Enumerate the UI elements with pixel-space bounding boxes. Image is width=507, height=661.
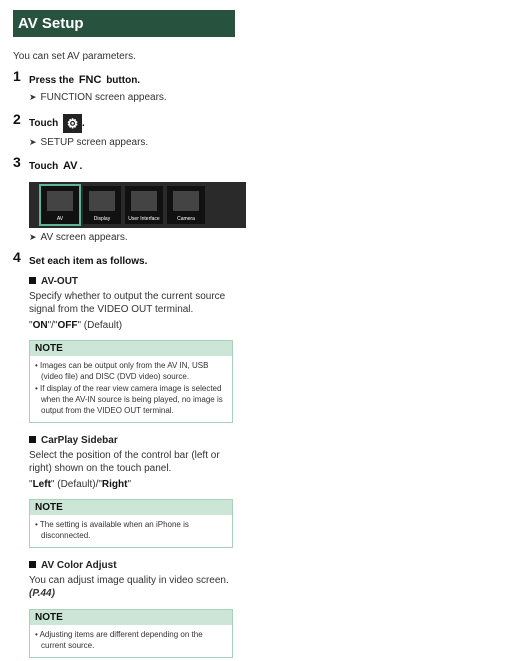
step-number: 3 (13, 153, 21, 170)
note-item: • If display of the rear view camera image is selected when the AV-IN source is being played, no image is output from the VIDEO OUT terminal. (35, 383, 223, 415)
section-options: "Left" (Default)/"Right" (29, 478, 132, 490)
note-item: • Images can be output only from the AV IN, USB (video file) and DISC (DVD video) source. (35, 360, 209, 381)
page-reference-link[interactable]: (P.44) (29, 587, 55, 599)
setup-menu-screenshot (29, 182, 246, 228)
step-1 (13, 70, 235, 103)
note-box (29, 609, 233, 658)
section-title: AV-OUT (29, 276, 235, 287)
note-box (29, 499, 233, 548)
note-box (29, 340, 233, 423)
step-result: ➤ FUNCTION screen appears. (29, 92, 167, 103)
step-instruction: Touch ⚙ . (29, 115, 85, 131)
step-4 (13, 248, 235, 269)
av-key-label: AV (63, 159, 78, 172)
page-title: AV Setup (13, 10, 235, 37)
step-instruction: Press the FNC button. (29, 74, 141, 86)
camera-tile-icon (173, 191, 199, 211)
menu-tile-display[interactable]: Display (83, 186, 121, 224)
menu-tile-user-interface[interactable]: User Interface (125, 186, 163, 224)
display-tile-icon (89, 191, 115, 211)
arrow-icon: ➤ (29, 231, 37, 242)
section-desc: Select the position of the control bar (left or right) shown on the touch panel. (29, 449, 220, 474)
step-result: ➤ AV screen appears. (29, 231, 128, 243)
arrow-icon: ➤ (29, 92, 37, 102)
note-body (30, 356, 232, 422)
note-title: NOTE (30, 500, 232, 515)
fnc-key-label: FNC (78, 74, 102, 86)
section-desc: You can adjust image quality in video screen. (P.44) (29, 574, 229, 599)
step-instruction: Set each item as follows. (29, 255, 148, 267)
note-item: • The setting is available when an iPhone is disconnected. (35, 519, 189, 540)
arrow-icon: ➤ (29, 136, 37, 147)
step-2 (13, 113, 235, 148)
section-title: AV Color Adjust (29, 560, 235, 571)
step-number: 1 (13, 68, 21, 84)
square-bullet-icon (29, 561, 36, 568)
step-result: ➤ SETUP screen appears. (29, 136, 149, 148)
note-body (30, 515, 232, 547)
av-tile-icon (47, 191, 73, 211)
square-bullet-icon (29, 436, 36, 443)
section-options: "ON"/"OFF" (Default) (29, 319, 123, 331)
step-number: 4 (13, 248, 21, 265)
note-title: NOTE (30, 341, 232, 356)
gear-icon: ⚙ (63, 114, 82, 133)
menu-tile-av[interactable]: AV (41, 186, 79, 224)
note-item: • Adjusting items are different depending on the current source. (35, 629, 203, 650)
step-instruction: Touch AV . (29, 159, 83, 172)
section-title: CarPlay Sidebar (29, 435, 235, 446)
step-3 (13, 153, 235, 174)
step-number: 2 (13, 111, 21, 127)
user-interface-tile-icon (131, 191, 157, 211)
menu-tile-camera[interactable]: Camera (167, 186, 205, 224)
note-title: NOTE (30, 610, 232, 625)
square-bullet-icon (29, 277, 36, 284)
manual-page (13, 10, 235, 658)
note-body (30, 625, 232, 657)
section-desc: Specify whether to output the current source signal from the VIDEO OUT terminal. (29, 290, 226, 315)
intro-text: You can set AV parameters. (13, 51, 136, 62)
